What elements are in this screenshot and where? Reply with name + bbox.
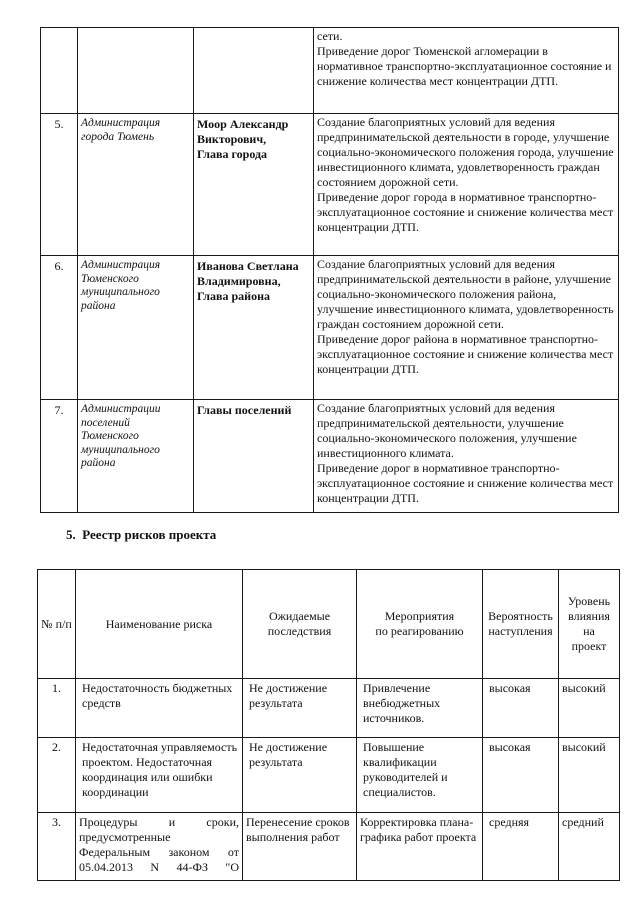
empty-cell — [78, 28, 194, 114]
table-header-row — [38, 570, 620, 679]
table-row — [41, 28, 619, 114]
header-impact: Уровень влияния на проект — [559, 570, 620, 679]
row-number: 7. — [41, 400, 78, 513]
row-number: 5. — [41, 114, 78, 256]
empty-cell — [41, 28, 78, 114]
interest-description: Создание благоприятных условий для ведения предпринимательской деятельности в городе, улучшение социально-экономического положения города, улучшение инвестиционного климата, удовлетворенность граждан состоянием дорожной сети. Приведение дорог города в нормативное транспортно-эксплуатационное состояние и снижение количества мест концентрации ДТП. — [314, 114, 619, 256]
risk-measures: Повышение квалификации руководителей и специалистов. — [357, 738, 483, 813]
row-number: 2. — [38, 738, 76, 813]
responsible-person: Иванова Светлана Владимировна, Глава района — [194, 256, 314, 400]
risk-probability: высокая — [483, 679, 559, 738]
row-number: 1. — [38, 679, 76, 738]
risk-impact: средний — [559, 813, 620, 881]
risk-consequences: Не достижение результата — [243, 738, 357, 813]
row-number: 6. — [41, 256, 78, 400]
risk-consequences: Перенесение сроков выполнения работ — [243, 813, 357, 881]
header-consequences: Ожидаемые последствия — [243, 570, 357, 679]
responsible-person: Главы поселений — [194, 400, 314, 513]
risk-register-table — [37, 569, 620, 881]
organization-name: Администрации поселений Тюменского муниципального района — [78, 400, 194, 513]
risk-measures: Корректировка плана-графика работ проекта — [357, 813, 483, 881]
empty-cell — [194, 28, 314, 114]
interest-description: Создание благоприятных условий для ведения предпринимательской деятельности, улучшение социально-экономического положения, улучшение инвестиционного климата. Приведение дорог в нормативное транспортно-эксплуатационное состояние и снижение количества мест концентрации ДТП. — [314, 400, 619, 513]
table-row — [41, 114, 619, 256]
header-name: Наименование риска — [76, 570, 243, 679]
responsible-person: Моор Александр Викторович, Глава города — [194, 114, 314, 256]
table-row — [38, 813, 620, 881]
table-row — [41, 400, 619, 513]
header-measures: Мероприятия по реагированию — [357, 570, 483, 679]
interest-description: Создание благоприятных условий для ведения предпринимательской деятельности в районе, улучшение социально-экономического положения района, улучшение инвестиционного климата, удовлетворенность граждан состоянием дорожной сети. Приведение дорог района в нормативное транспортно-эксплуатационное состояние и снижение количества мест концентрации ДТП. — [314, 256, 619, 400]
risk-probability: средняя — [483, 813, 559, 881]
risk-impact: высокий — [559, 679, 620, 738]
organization-name: Администрация Тюменского муниципального района — [78, 256, 194, 400]
risk-name: Процедуры и сроки, предусмотренные Федеральным законом от 05.04.2013 N 44-ФЗ "О — [76, 813, 243, 881]
table-row — [38, 738, 620, 813]
section-heading: 5. Реестр рисков проекта — [66, 527, 217, 542]
risk-probability: высокая — [483, 738, 559, 813]
row-number: 3. — [38, 813, 76, 881]
risk-name: Недостаточная управляемость проектом. Недостаточная координация или ошибки координации — [76, 738, 243, 813]
risk-name: Недостаточность бюджетных средств — [76, 679, 243, 738]
table-row — [38, 679, 620, 738]
risk-consequences: Не достижение результата — [243, 679, 357, 738]
continuation-text: сети. Приведение дорог Тюменской агломерации в нормативное транспортно-эксплуатационное состояние и снижение количества мест концентрации ДТП. — [314, 28, 619, 114]
header-num: № п/п — [38, 570, 76, 679]
stakeholders-table — [40, 27, 619, 513]
header-probability: Вероятность наступления — [483, 570, 559, 679]
organization-name: Администрация города Тюмень — [78, 114, 194, 256]
risk-measures: Привлечение внебюджетных источников. — [357, 679, 483, 738]
risk-impact: высокий — [559, 738, 620, 813]
table-row — [41, 256, 619, 400]
